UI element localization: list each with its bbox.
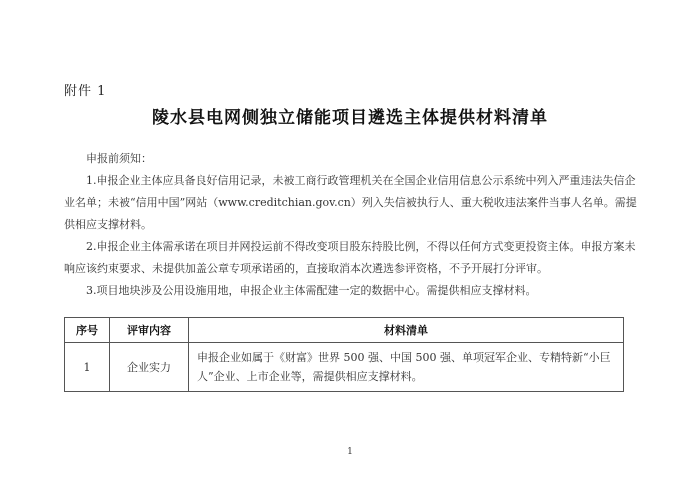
note-item-1: 1.申报企业主体应具备良好信用记录，未被工商行政管理机关在全国企业信用信息公示系统中列入严重违法失信企业名单；未被“信用中国”网站（www.creditchian.gov.cn）列入失信被执行人、重大税收违法案件当事人名单。需提供相应支撑材料。 xyxy=(64,174,637,231)
note-item-2: 2.申报企业主体需承诺在项目并网投运前不得改变项目股东持股比例，不得以任何方式变更投资主体。申报方案未响应该约束要求、未提供加盖公章专项承诺函的，直接取消本次遴选参评资格，不予开展打分评审。 xyxy=(64,240,636,275)
page-number: 1 xyxy=(347,447,353,457)
note-item-3: 3.项目地块涉及公用设施用地，申报企业主体需配建一定的数据中心。需提供相应支撑材料。 xyxy=(86,284,537,297)
row-materials: 申报企业如属于《财富》世界 500 强、中国 500 强、单项冠军企业、专精特新“小巨人”企业、上市企业等，需提供相应支撑材料。 xyxy=(189,343,624,392)
table-row xyxy=(65,343,624,392)
notes-heading: 申报前须知： xyxy=(86,152,152,165)
materials-table xyxy=(64,317,624,392)
row-number: 1 xyxy=(65,343,110,392)
column-header-number: 序号 xyxy=(65,318,110,343)
attachment-label: 附件 1 xyxy=(64,84,107,99)
column-header-review-item: 评审内容 xyxy=(110,318,189,343)
column-header-materials: 材料清单 xyxy=(189,318,624,343)
row-review-item: 企业实力 xyxy=(110,343,189,392)
document-title: 陵水县电网侧独立储能项目遴选主体提供材料清单 xyxy=(152,108,548,128)
table-header-row xyxy=(65,318,624,343)
